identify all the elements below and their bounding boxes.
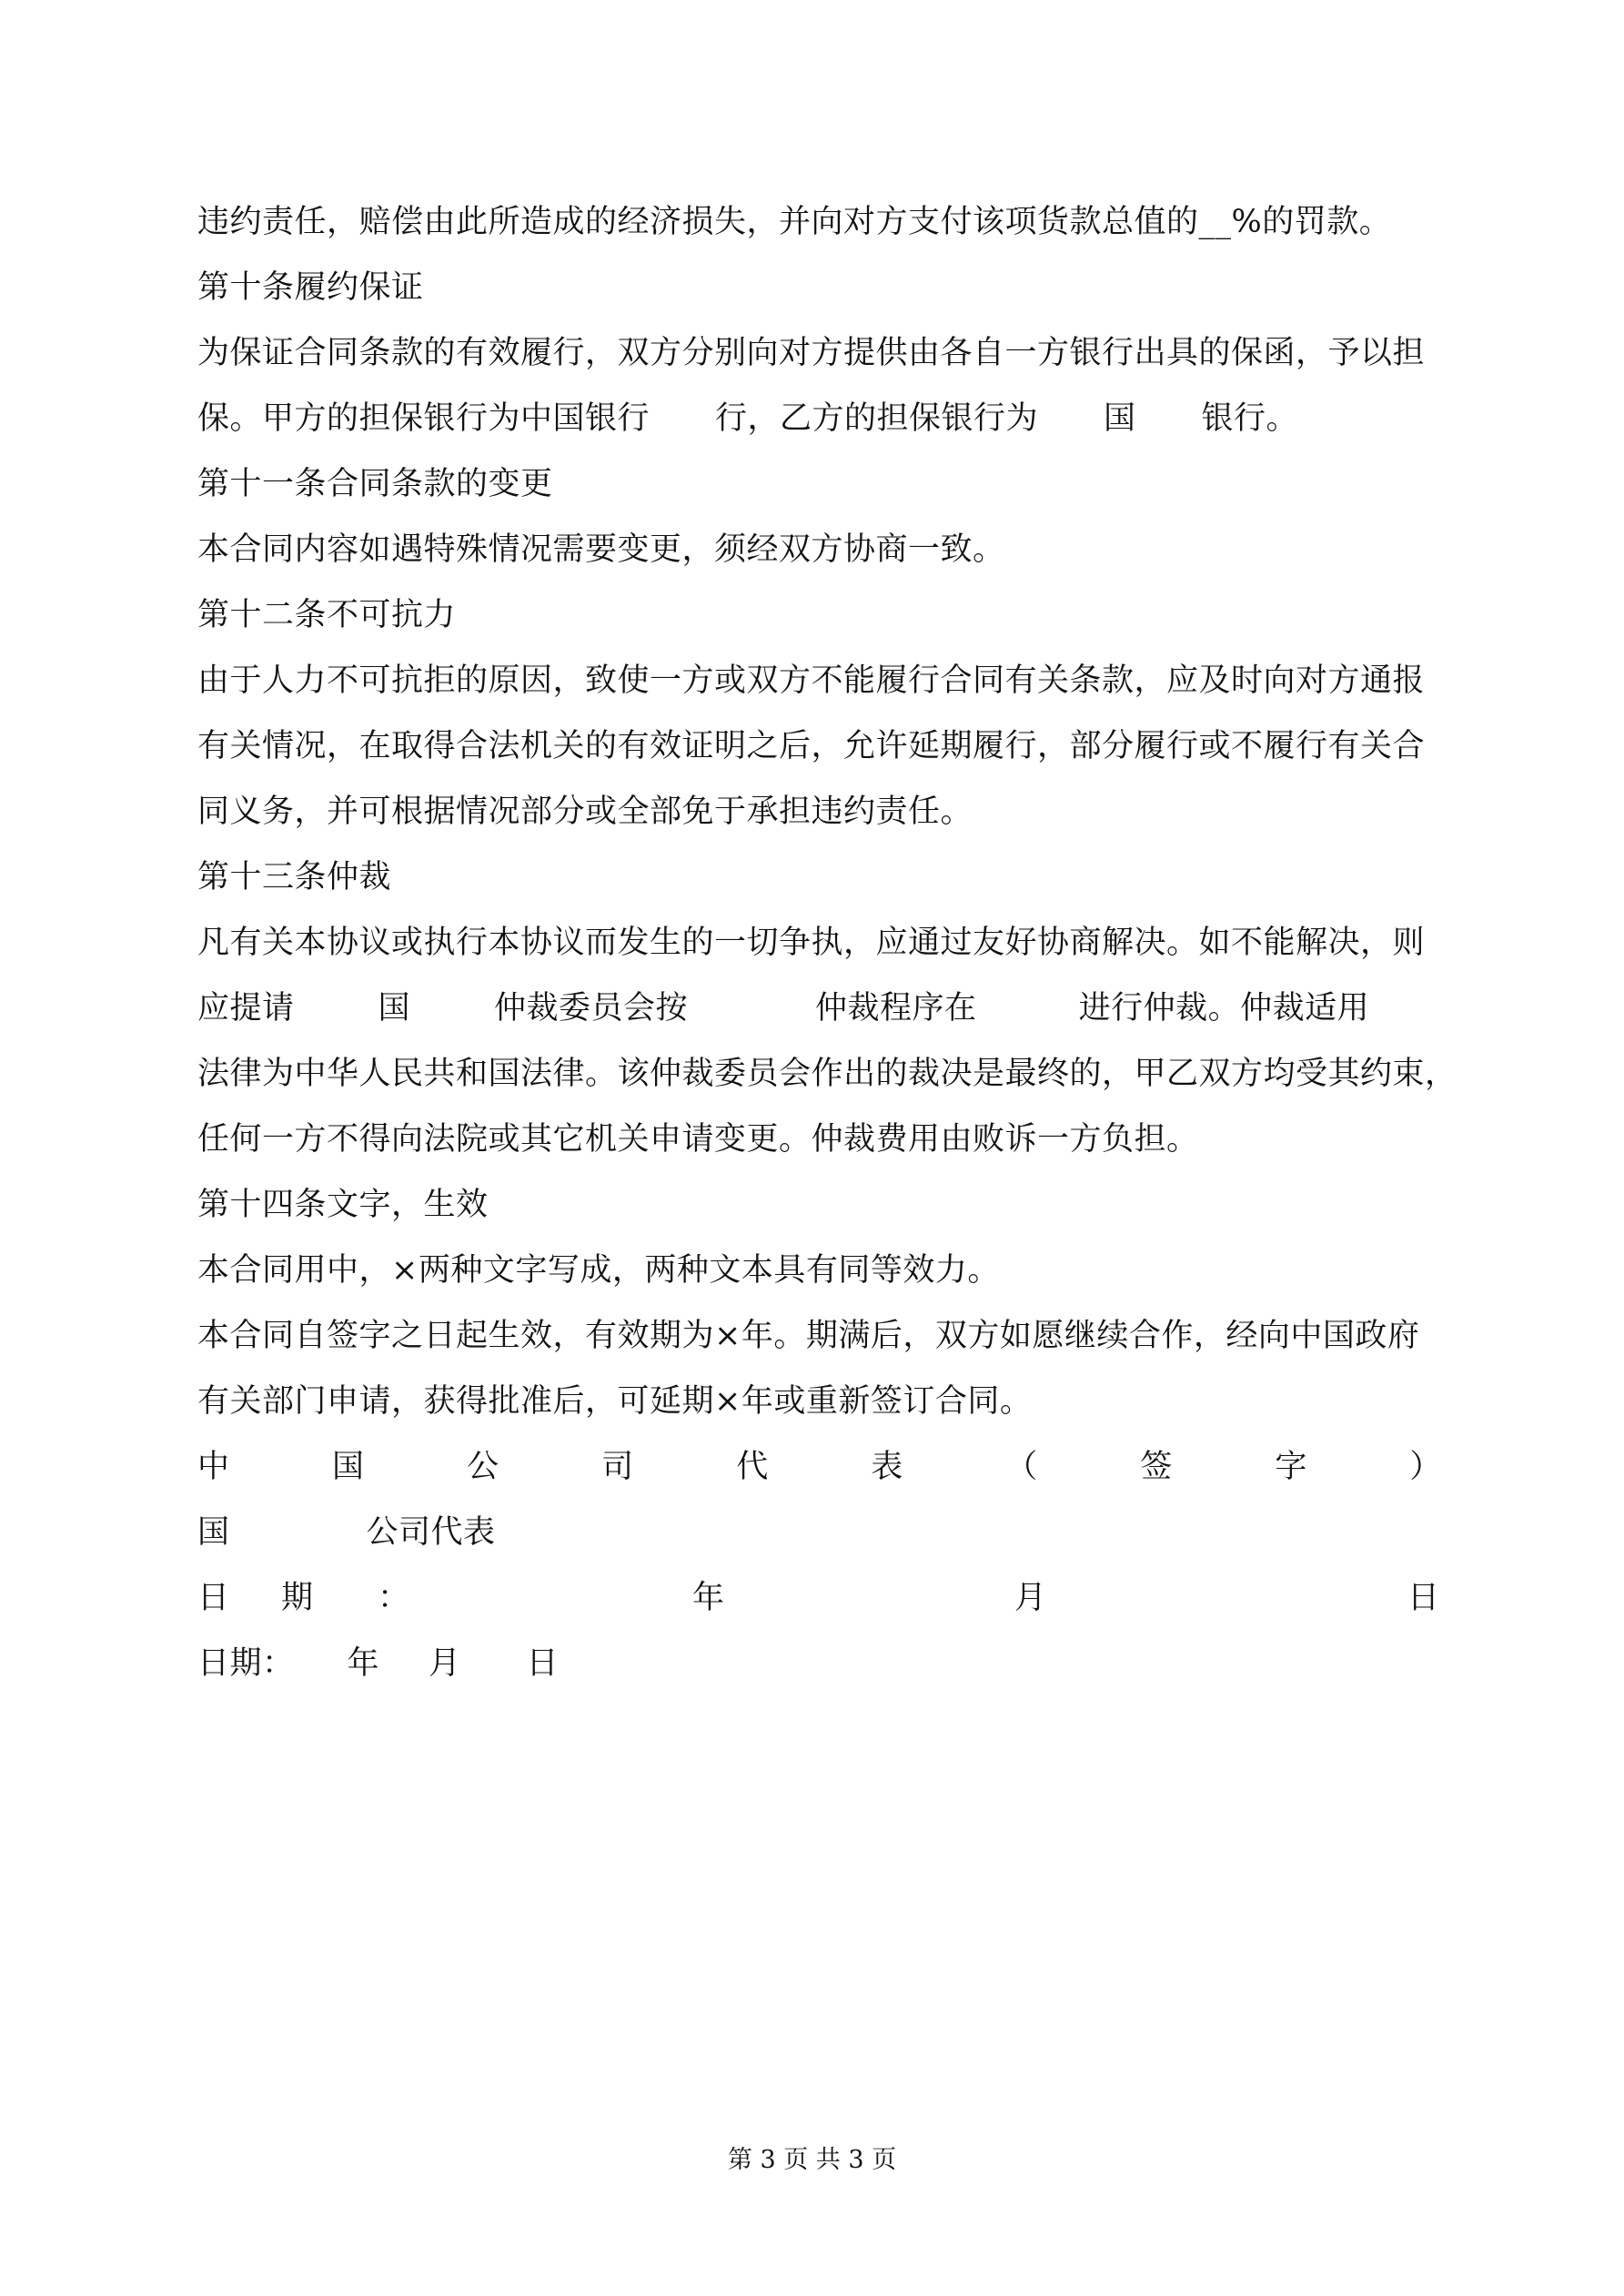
signature-char: 代 bbox=[736, 1449, 769, 1485]
page-footer: 第 3 页 共 3 页 bbox=[727, 2146, 897, 2174]
text-segment: 银行。 bbox=[1201, 400, 1299, 437]
text-segment: 国 bbox=[197, 1514, 230, 1551]
paragraph-line bbox=[197, 397, 1442, 440]
signature-char: 签 bbox=[1140, 1449, 1173, 1485]
paragraph-line: 有关部门申请，获得批准后，可延期×年或重新签订合同。 bbox=[197, 1383, 1033, 1420]
paragraph-line: 由于人力不可抗拒的原因，致使一方或双方不能履行合同有关条款，应及时向对方通报 bbox=[197, 663, 1426, 699]
text-segment: 日 bbox=[526, 1645, 560, 1682]
signature-char: 公 bbox=[467, 1449, 499, 1485]
date-char: ： bbox=[378, 1580, 410, 1616]
text-segment: 月 bbox=[429, 1645, 461, 1682]
text-segment: 仲裁程序在 bbox=[815, 990, 977, 1027]
section-heading: 第十三条仲裁 bbox=[197, 859, 392, 895]
paragraph-line: 本合同自签字之日起生效，有效期为×年。期满后，双方如愿继续合作，经向中国政府 bbox=[197, 1318, 1420, 1354]
paragraph-line: 本合同用中，×两种文字写成，两种文本具有同等效力。 bbox=[197, 1252, 1000, 1289]
paragraph-line: 违约责任，赔偿由此所造成的经济损失，并向对方支付该项货款总值的__%的罚款。 bbox=[197, 204, 1392, 240]
paragraph-line: 有关情况，在取得合法机关的有效证明之后，允许延期履行，部分履行或不履行有关合 bbox=[197, 728, 1426, 764]
text-segment: 应提请 bbox=[197, 990, 295, 1027]
text-segment: 国 bbox=[378, 990, 411, 1027]
signature-char: 字 bbox=[1275, 1449, 1307, 1485]
date-char: 月 bbox=[1014, 1580, 1047, 1616]
paragraph-line: 任何一方不得向法院或其它机关申请变更。仲裁费用由败诉一方负担。 bbox=[197, 1121, 1199, 1158]
section-heading: 第十条履约保证 bbox=[197, 269, 424, 306]
signature-line-china-company bbox=[197, 1445, 1442, 1489]
signature-char: 中 bbox=[197, 1449, 230, 1485]
date-line-spread bbox=[197, 1576, 1442, 1620]
text-segment: 行，乙方的担保银行为 bbox=[715, 400, 1039, 437]
section-heading: 第十一条合同条款的变更 bbox=[197, 466, 553, 502]
signature-char: 司 bbox=[601, 1449, 634, 1485]
text-segment: 年 bbox=[347, 1645, 380, 1682]
date-char: 日 bbox=[1407, 1580, 1440, 1616]
text-segment: 仲裁委员会按 bbox=[494, 990, 689, 1027]
text-segment: 公司代表 bbox=[366, 1514, 496, 1551]
section-heading: 第十二条不可抗力 bbox=[197, 597, 457, 633]
paragraph-line: 同义务，并可根据情况部分或全部免于承担违约责任。 bbox=[197, 794, 973, 830]
paragraph-line: 本合同内容如遇特殊情况需要变更，须经双方协商一致。 bbox=[197, 531, 1005, 568]
signature-line-foreign-company bbox=[197, 1511, 1442, 1554]
signature-char: 国 bbox=[332, 1449, 365, 1485]
paragraph-line: 法律为中华人民共和国法律。该仲裁委员会作出的裁决是最终的，甲乙双方均受其约束， bbox=[197, 1056, 1458, 1092]
date-char: 日 bbox=[197, 1580, 230, 1616]
signature-char: 表 bbox=[871, 1449, 903, 1485]
date-line bbox=[197, 1642, 1442, 1685]
date-char: 期 bbox=[281, 1580, 314, 1616]
signature-char: ） bbox=[1409, 1449, 1442, 1485]
date-char: 年 bbox=[692, 1580, 725, 1616]
signature-char: （ bbox=[1005, 1449, 1038, 1485]
paragraph-line bbox=[197, 986, 1442, 1030]
section-heading: 第十四条文字，生效 bbox=[197, 1187, 489, 1223]
text-segment: 国 bbox=[1104, 400, 1136, 437]
paragraph-line: 凡有关本协议或执行本协议而发生的一切争执，应通过友好协商解决。如不能解决，则 bbox=[197, 925, 1426, 961]
text-segment: 进行仲裁。仲裁适用 bbox=[1078, 990, 1370, 1027]
text-segment: 日期： bbox=[197, 1645, 295, 1682]
paragraph-line: 为保证合同条款的有效履行，双方分别向对方提供由各自一方银行出具的保函，予以担 bbox=[197, 335, 1426, 371]
text-segment: 保。甲方的担保银行为中国银行 bbox=[197, 400, 651, 437]
